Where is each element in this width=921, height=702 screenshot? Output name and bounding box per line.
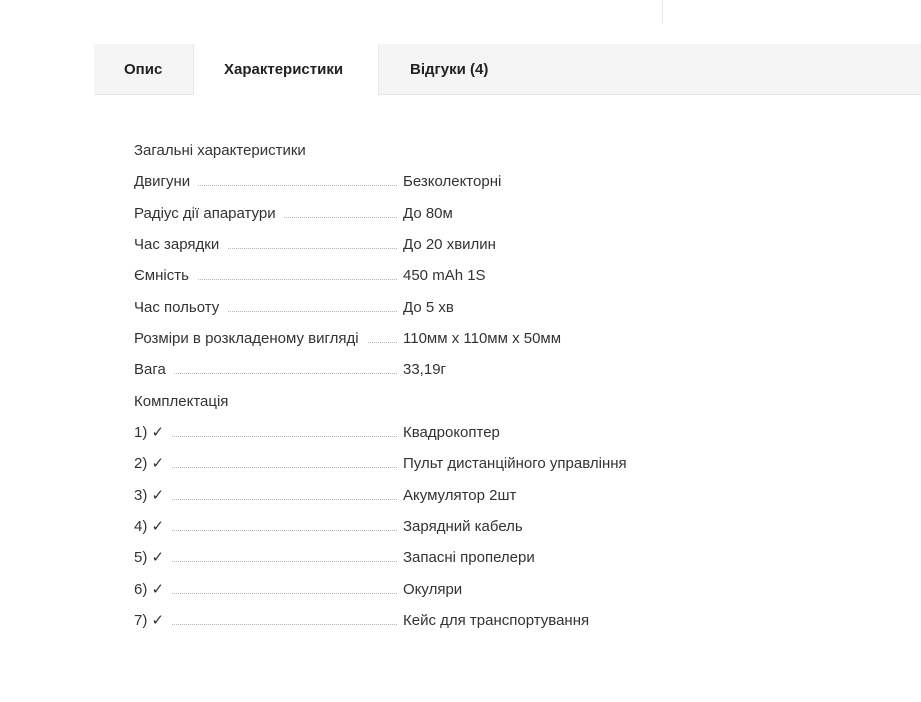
- tab-reviews[interactable]: Відгуки (4): [410, 61, 489, 78]
- kit-row: [134, 480, 774, 511]
- spec-value: 450 mAh 1S: [403, 267, 486, 285]
- dotted-leader: [134, 530, 397, 531]
- dotted-leader: [134, 499, 397, 500]
- kit-index: 6) ✓: [134, 574, 172, 605]
- section-heading-label: Комплектація: [134, 386, 228, 417]
- kit-row: [134, 574, 774, 605]
- spec-row: [134, 354, 774, 385]
- spec-label: Час польоту: [134, 292, 227, 323]
- spec-value: До 5 хв: [403, 298, 454, 316]
- section-heading-kit: [134, 386, 774, 417]
- spec-row: [134, 229, 774, 260]
- kit-item: Запасні пропелери: [403, 549, 535, 567]
- spec-label: Час зарядки: [134, 229, 227, 260]
- dotted-leader: [134, 561, 397, 562]
- kit-item: Пульт дистанційного управління: [403, 455, 627, 473]
- dotted-leader: [134, 467, 397, 468]
- kit-item: Квадрокоптер: [403, 424, 500, 442]
- spec-value: 110мм х 110мм х 50мм: [403, 330, 562, 348]
- spec-value: 33,19г: [403, 361, 447, 379]
- kit-row: [134, 448, 774, 479]
- spec-label: Радіус дії апаратури: [134, 198, 284, 229]
- kit-index: 1) ✓: [134, 417, 172, 448]
- spec-row: [134, 323, 774, 354]
- tab-description[interactable]: Опис: [94, 44, 194, 95]
- product-tabs: [94, 44, 921, 95]
- kit-row: [134, 605, 774, 636]
- kit-item: Зарядний кабель: [403, 518, 523, 536]
- spec-value: Безколекторні: [403, 173, 502, 191]
- spec-label: Вага: [134, 354, 174, 385]
- kit-item: Кейс для транспортування: [403, 612, 590, 630]
- spec-row: [134, 292, 774, 323]
- spec-label: Ємність: [134, 260, 197, 291]
- spec-value: До 80м: [403, 204, 453, 222]
- spec-row: [134, 198, 774, 229]
- section-heading-label: Загальні характеристики: [134, 135, 306, 166]
- kit-item: Акумулятор 2шт: [403, 486, 517, 504]
- kit-index: 7) ✓: [134, 605, 172, 636]
- dotted-leader: [134, 624, 397, 625]
- kit-row: [134, 542, 774, 573]
- kit-index: 2) ✓: [134, 448, 172, 479]
- kit-index: 3) ✓: [134, 480, 172, 511]
- section-heading-general: [134, 135, 774, 166]
- kit-index: 4) ✓: [134, 511, 172, 542]
- specifications-table: [134, 135, 774, 637]
- header-divider: [662, 0, 663, 24]
- spec-row: [134, 166, 774, 197]
- tab-specifications[interactable]: Характеристики: [194, 44, 379, 96]
- kit-row: [134, 417, 774, 448]
- spec-value: До 20 хвилин: [403, 236, 496, 254]
- spec-row: [134, 260, 774, 291]
- spec-label: Двигуни: [134, 166, 198, 197]
- dotted-leader: [134, 436, 397, 437]
- kit-index: 5) ✓: [134, 542, 172, 573]
- dotted-leader: [134, 593, 397, 594]
- kit-row: [134, 511, 774, 542]
- spec-label: Розміри в розкладеному вигляді: [134, 323, 367, 354]
- kit-item: Окуляри: [403, 580, 463, 598]
